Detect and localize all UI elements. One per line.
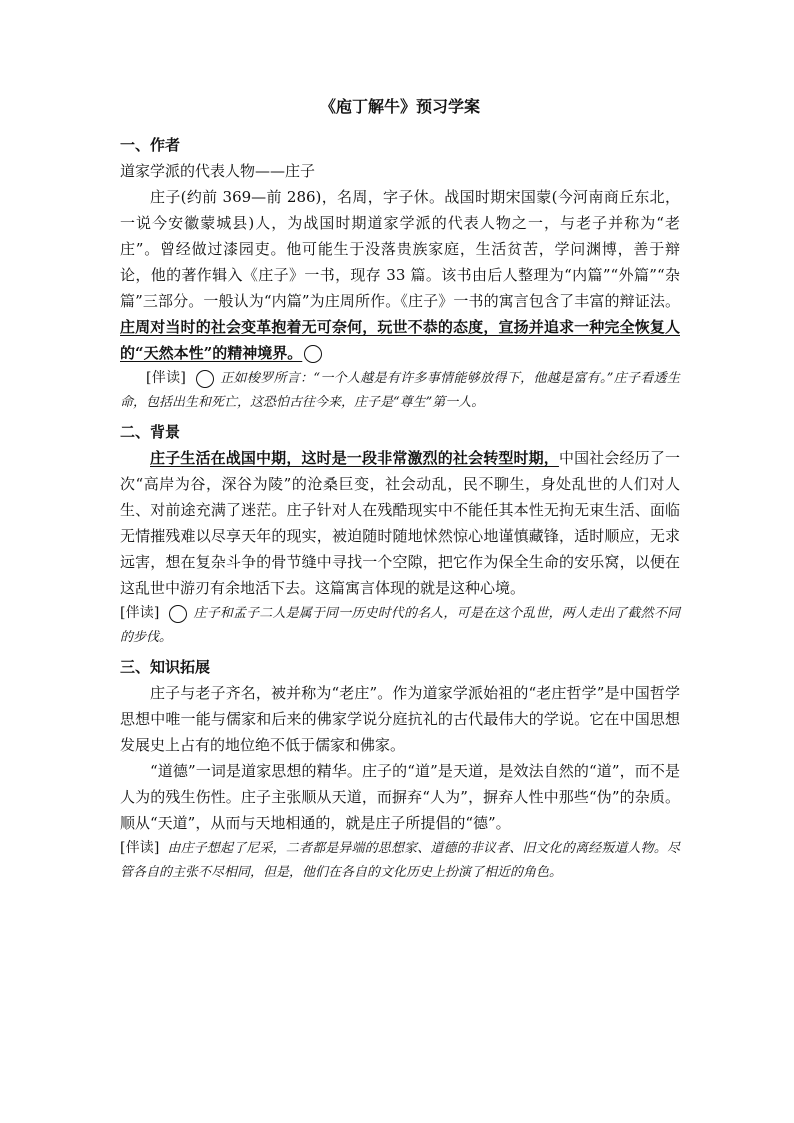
section-subheading-author: 道家学派的代表人物——庄子 xyxy=(120,162,316,180)
document-content xyxy=(120,92,680,885)
background-paragraph-underlined: 庄子生活在战国中期，这时是一段非常激烈的社会转型时期， xyxy=(150,449,559,467)
knowledge-paragraph-2: “道德”一词是道家思想的精华。庄子的“道”是天道，是效法自然的“道”，而不是人为的残生伤性。庄子主张顺从天道，而摒弃“人为”，摒弃人性中那些“伪”的杂质。顺从“天道”，从而与天地相通的，就是庄子所提倡的“德”。 xyxy=(120,762,680,832)
annotation-circle-icon xyxy=(196,370,214,388)
companion-label: [伴读] xyxy=(120,605,160,621)
knowledge-companion-note xyxy=(120,836,680,885)
knowledge-paragraph-1: 庄子与老子齐名，被并称为“老庄”。作为道家学派始祖的“老庄哲学”是中国哲学思想中唯一能与儒家和后来的佛家学说分庭抗礼的古代最伟大的学说。它在中国思想发展史上占有的地位绝不低于儒家和佛家。 xyxy=(120,684,680,754)
author-paragraph-underlined: 庄周对当时的社会变革抱着无可奈何，玩世不恭的态度，宣扬并追求一种完全恢复人的“天然本性”的精神境界。 xyxy=(120,318,680,362)
section-heading-background: 二、背景 xyxy=(120,423,181,441)
background-paragraph xyxy=(120,445,680,601)
companion-text: 由庄子想起了尼采，二者都是异端的思想家、道德的非议者、旧文化的离经叛道人物。尽管各自的主张不尽相同，但是，他们在各自的文化历史上扮演了相近的角色。 xyxy=(120,841,680,880)
background-paragraph-text: 中国社会经历了一次“高岸为谷，深谷为陵”的沧桑巨变，社会动乱，民不聊生，身处乱世的人们对人生、对前途充满了迷茫。庄子针对人在残酷现实中不能任其本性无拘无束生活、面临无情摧残难以尽享天年的现实，被迫随时随地怵然惊心地谨慎藏锋，适时顺应，无求远害，想在复杂斗争的骨节缝中寻找一个空隙，把它作为保全生命的安乐窝，以便在这乱世中游刃有余地活下去。这篇寓言体现的就是这种心境。 xyxy=(120,449,680,597)
section-heading-author: 一、作者 xyxy=(120,136,181,154)
author-paragraph-text: 庄子(约前 369—前 286)，名周，字子休。战国时期宋国蒙(今河南商丘东北，一说今安徽蒙城县)人，为战国时期道家学派的代表人物之一，与老子并称为“老庄”。曾经做过漆园吏。他可能生于没落贵族家庭，生活贫苦，学问渊博，善于辩论，他的著作辑入《庄子》一书，现存 33 篇。该书由后人整理为“内篇”“外篇”“杂篇”三部分。一般认为“内篇”为庄周所作。《庄子》一书的寓言包含了丰富的辩证法。 xyxy=(120,188,680,310)
document-title: 《庖丁解牛》预习学案 xyxy=(319,97,480,116)
annotation-circle-icon xyxy=(169,605,187,623)
companion-text: 庄子和孟子二人是属于同一历史时代的名人，可是在这个乱世，两人走出了截然不同的步伐。 xyxy=(120,606,680,645)
annotation-circle-icon xyxy=(304,345,322,363)
background-companion-note xyxy=(120,601,680,650)
section-heading-knowledge: 三、知识拓展 xyxy=(120,658,211,676)
companion-label: [伴读] xyxy=(146,370,186,386)
companion-label: [伴读] xyxy=(120,840,160,856)
author-companion-note xyxy=(120,366,680,415)
author-paragraph xyxy=(120,184,680,366)
companion-text: 正如梭罗所言：“一个人越是有许多事情能够放得下，他越是富有。”庄子看透生命，包括出生和死亡，这恐怕古往今来，庄子是“尊生”第一人。 xyxy=(120,371,680,410)
